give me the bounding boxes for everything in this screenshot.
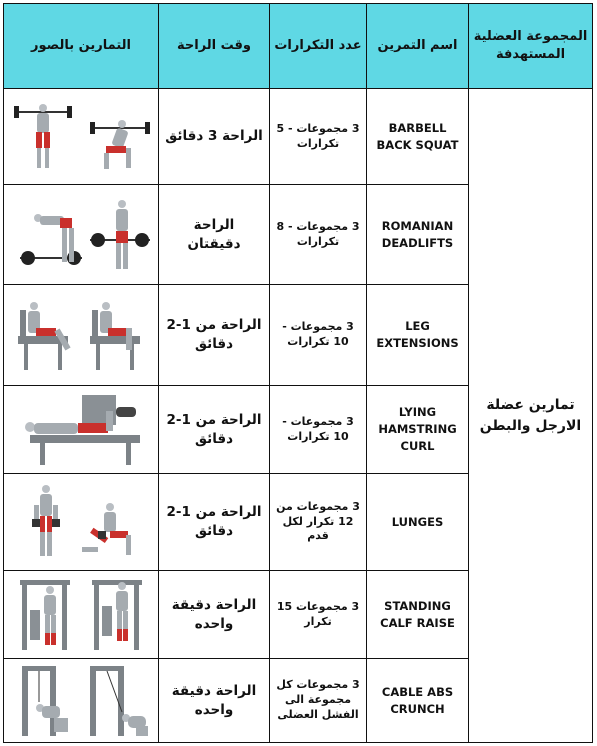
lunge-figure-icon <box>10 483 152 561</box>
exercise-name: CABLE ABS CRUNCH <box>367 659 469 742</box>
reps-cell: 3 مجموعات - 8 تكرارات <box>270 185 367 285</box>
reps-cell: 3 مجموعات 15 تكرار <box>270 571 367 659</box>
reps-cell: 3 مجموعات كل مجموعة الى الفشل العضلى <box>270 659 367 742</box>
header-rest: وقت الراحة <box>159 4 270 89</box>
exercise-name: LUNGES <box>367 474 469 571</box>
exercise-name: ROMANIAN DEADLIFTS <box>367 185 469 285</box>
header-group: المجموعة العضلية المستهدفة <box>469 4 592 89</box>
deadlift-figure-icon <box>10 196 152 274</box>
reps-cell: 3 مجموعات - 10 تكرارات <box>270 386 367 474</box>
exercise-image-calf-raise <box>4 571 159 659</box>
reps-cell: 3 مجموعات - 10 تكرارات <box>270 285 367 386</box>
cable-crunch-figure-icon <box>10 662 152 740</box>
reps-cell: 3 مجموعات - 5 تكرارات <box>270 89 367 185</box>
exercise-image-lunges <box>4 474 159 571</box>
rest-cell: الراحة دقيقة واحده <box>159 659 270 742</box>
hamstring-curl-machine-figure-icon <box>10 391 152 469</box>
calf-raise-machine-figure-icon <box>10 576 152 654</box>
exercise-image-leg-extension <box>4 285 159 386</box>
rest-cell: الراحة من 1-2 دقائق <box>159 285 270 386</box>
workout-table <box>3 3 593 743</box>
leg-extension-machine-figure-icon <box>10 296 152 374</box>
exercise-name: BARBELL BACK SQUAT <box>367 89 469 185</box>
header-images: التمارين بالصور <box>4 4 159 89</box>
rest-cell: الراحة من 1-2 دقائق <box>159 386 270 474</box>
rest-cell: الراحة 3 دقائق <box>159 89 270 185</box>
exercise-image-deadlift <box>4 185 159 285</box>
exercise-image-squat <box>4 89 159 185</box>
muscle-group-cell: تمارين عضلة الارجل والبطن <box>479 396 582 434</box>
reps-cell: 3 مجموعات من 12 تكرار لكل قدم <box>270 474 367 571</box>
header-reps: عدد التكرارات <box>270 4 367 89</box>
rest-cell: الراحة من 1-2 دقائق <box>159 474 270 571</box>
barbell-squat-figure-icon <box>10 98 152 176</box>
exercise-name: STANDING CALF RAISE <box>367 571 469 659</box>
rest-cell: الراحة دقيقتان <box>159 185 270 285</box>
rest-cell: الراحة دقيقة واحده <box>159 571 270 659</box>
header-name: اسم التمرين <box>367 4 469 89</box>
exercise-image-cable-crunch <box>4 659 159 742</box>
exercise-name: LEG EXTENSIONS <box>367 285 469 386</box>
exercise-image-hamstring-curl <box>4 386 159 474</box>
exercise-name: LYING HAMSTRING CURL <box>367 386 469 474</box>
